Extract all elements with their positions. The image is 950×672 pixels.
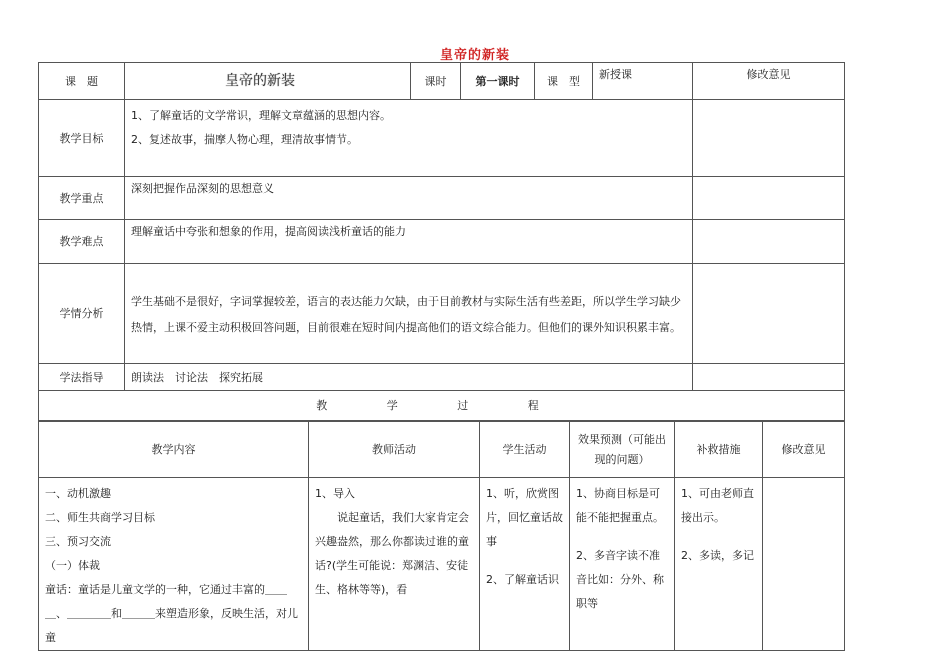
- effect-cell: [570, 478, 675, 651]
- lesson-info-table: [38, 62, 845, 421]
- focus-row: [39, 177, 845, 220]
- remedy-first: 1、可由老师直接出示。: [681, 487, 754, 524]
- remedy-cell: [675, 478, 763, 651]
- method-row: [39, 364, 845, 391]
- difficulty-revision: [693, 220, 845, 264]
- teacher-intro: 1、导入: [315, 487, 355, 500]
- goals-cell: [125, 100, 693, 177]
- content-line: 三、预习交流: [45, 535, 111, 548]
- goals-row: [39, 100, 845, 177]
- content-line: ＿、＿＿＿＿和＿＿＿来塑造形象，反映生活，对儿童: [45, 607, 298, 644]
- difficulty-value: 理解童话中夸张和想象的作用，提高阅读浅析童话的能力: [125, 220, 693, 264]
- analysis-value: 学生基础不是很好，字词掌握较差，语言的表达能力欠缺，由于目前教材与实际生活有些差距，所以学生学习缺少热情，上课不爱主动积极回答问题，目前很难在短时间内提高他们的语文综合能力。但他们的课外知识积累丰富。: [125, 264, 693, 364]
- teacher-cell: [309, 478, 480, 651]
- method-label: 学法指导: [39, 364, 125, 391]
- header-revision: 修改意见: [763, 422, 845, 478]
- goals-item-1: 1、了解童话的文学常识，理解文章蕴涵的思想内容。: [131, 109, 391, 122]
- topic-label: 课 题: [39, 63, 125, 100]
- effect-first: 1、协商目标是可能不能把握重点。: [576, 487, 664, 524]
- header-effect: 效果预测（可能出现的问题）: [570, 422, 675, 478]
- header-row: [39, 63, 845, 100]
- content-line: 一、动机激趣: [45, 487, 111, 500]
- process-body-row: [39, 478, 845, 651]
- header-student: 学生活动: [480, 422, 570, 478]
- focus-revision: [693, 177, 845, 220]
- process-header-row: [39, 422, 845, 478]
- type-value: 新授课: [593, 63, 693, 100]
- analysis-row: [39, 264, 845, 364]
- student-first: 1、听，欣赏图片，回忆童话故事: [486, 487, 563, 548]
- goals-item-2: 2、复述故事，揣摩人物心理，理清故事情节。: [131, 133, 358, 146]
- method-revision: [693, 364, 845, 391]
- remedy-second: 2、多读，多记: [681, 549, 754, 562]
- header-teacher: 教师活动: [309, 422, 480, 478]
- student-second: 2、了解童话识: [486, 573, 559, 586]
- method-value: 朗读法 讨论法 探究拓展: [125, 364, 693, 391]
- header-remedy: 补救措施: [675, 422, 763, 478]
- student-cell: [480, 478, 570, 651]
- period-value: 第一课时: [461, 63, 535, 100]
- type-label: 课 型: [535, 63, 593, 100]
- process-title: 教 学 过 程: [39, 391, 845, 421]
- process-title-row: [39, 391, 845, 421]
- difficulty-label: 教学难点: [39, 220, 125, 264]
- revision-label: 修改意见: [693, 63, 845, 100]
- goals-label: 教学目标: [39, 100, 125, 177]
- analysis-label: 学情分析: [39, 264, 125, 364]
- focus-label: 教学重点: [39, 177, 125, 220]
- content-line: 童话：童话是儿童文学的一种，它通过丰富的＿＿: [45, 583, 287, 596]
- topic-value: 皇帝的新装: [125, 63, 411, 100]
- teacher-body: 说起童话，我们大家肯定会兴趣盎然，那么你都读过谁的童话?(学生可能说：郑渊洁、安徒生、格林等等)，看: [315, 511, 469, 596]
- analysis-revision: [693, 264, 845, 364]
- goals-revision: [693, 100, 845, 177]
- document-title: 皇帝的新装: [439, 48, 510, 63]
- process-table: [38, 421, 845, 651]
- content-line: 二、师生共商学习目标: [45, 511, 155, 524]
- content-cell: [39, 478, 309, 651]
- content-line: （一）体裁: [45, 559, 100, 572]
- header-content: 教学内容: [39, 422, 309, 478]
- focus-value: 深刻把握作品深刻的思想意义: [125, 177, 693, 220]
- period-label: 课时: [411, 63, 461, 100]
- difficulty-row: [39, 220, 845, 264]
- revision-cell: [763, 478, 845, 651]
- effect-second: 2、多音字读不准音比如：分外、称职等: [576, 549, 664, 610]
